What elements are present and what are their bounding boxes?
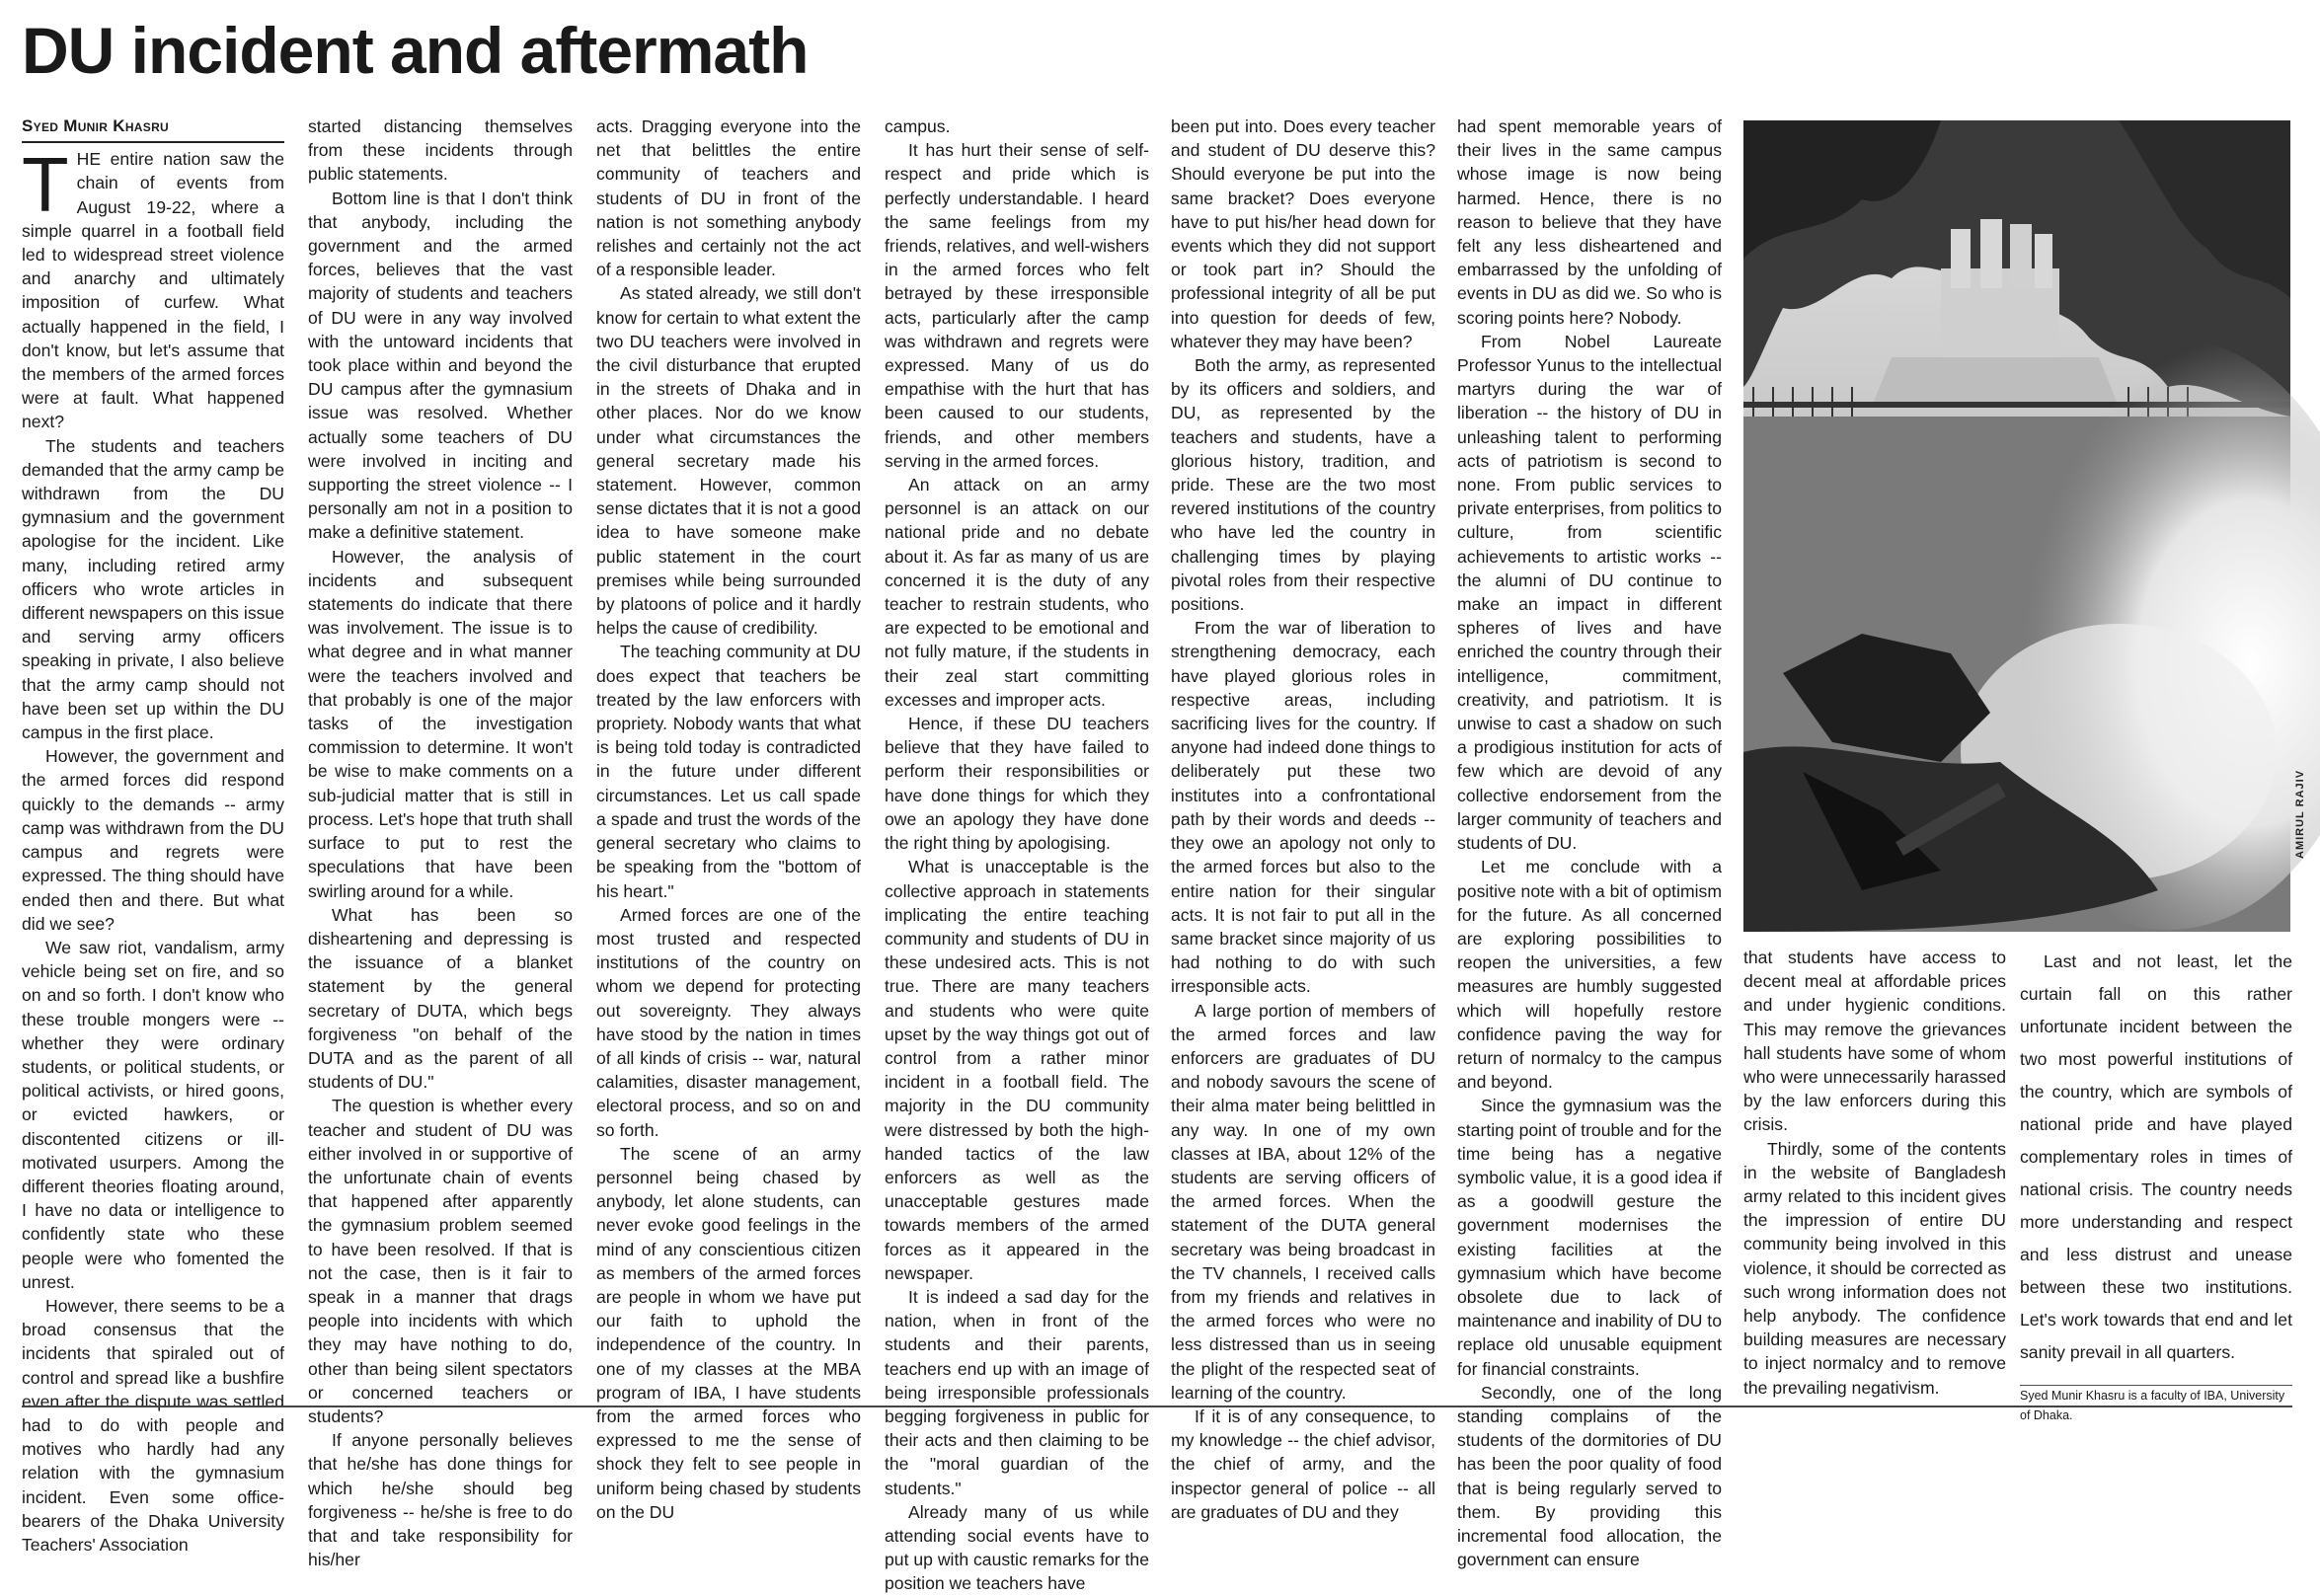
article-column-8	[2020, 946, 2292, 1422]
article-column-3	[596, 114, 861, 1522]
paragraph: Secondly, one of the long standing complains of the students of the dormitories of DU has been the poor quality of food that is being regularly served to them. By providing this incremental food allocation, the government can ensure	[1457, 1382, 1722, 1570]
paragraph: A large portion of members of the armed forces and law enforcers are graduates of DU and nobody savours the scene of their alma mater being belittled in any way. In one of my own classes at IBA, about 12% of the students are serving officers of the armed forces. When the statement of the DUTA general secretary was being broadcast in the TV channels, I received calls from my friends and relatives in the armed forces who were no less distressed than us in seeing the plight of the respected seat of learning of the country.	[1171, 1000, 1435, 1403]
paragraph: Armed forces are one of the most trusted and respected institutions of the country on whom we depend for protecting out sovereignty. They always have stood by the nation in times of all kinds of crisis -- war, natural calamities, disaster management, electoral process, and so on and so forth.	[596, 904, 861, 1140]
paragraph: However, the government and the armed forces did respond quickly to the demands -- army camp was withdrawn from the DU campus and regrets were expressed. The thing should have ended then and there. But what did we see?	[22, 746, 284, 934]
article-column-2	[308, 114, 573, 1570]
paragraph: Let me conclude with a positive note with a bit of optimism for the future. As all concerned are exploring possibilities to reopen the universities, a few measures are humbly suggested which will hopefully restore confidence paving the way for return of normalcy to the campus and beyond.	[1457, 857, 1722, 1093]
drop-cap: T	[22, 141, 69, 229]
paragraph: Bottom line is that I don't think that anybody, including the government and the armed forces, believes that the vast majority of students and teachers of DU were in any way involved with the untoward incidents that took place within and beyond the DU campus after the gymnasium issue was resolved. Whether actually some teachers of DU were involved in inciting and supporting the street violence -- I personally am not in a position to make a definitive statement.	[308, 188, 573, 543]
paragraph: Last and not least, let the curtain fall on this rather unfortunate incident between the two most powerful institutions of the country, which are symbols of national pride and have played complementary roles in times of national crisis. The country needs more understanding and respect and less distrust and unease between these two institutions. Let's work towards that end and let sanity prevail in all quarters.	[2020, 951, 2292, 1362]
author-note: Syed Munir Khasru is a faculty of IBA, University of Dhaka.	[2020, 1389, 2285, 1422]
bottom-rule	[22, 1406, 2292, 1407]
paragraph: The teaching community at DU does expect that teachers be treated by the law enforcers with propriety. Nobody wants that what is being told today is contradicted in the future under different circumstances. Let us call spade a spade and trust the words of the general secretary who claims to be speaking from the "bottom of his heart."	[596, 642, 861, 901]
paragraph: We saw riot, vandalism, army vehicle being set on fire, and so on and so forth. I don't know who these trouble mongers were -- whether they were ordinary students, or political students, or political activists, or hired goons, or evicted hawkers, or discontented citizens or ill-motivated usurpers. Among the different theories floating around, I have no data or intelligence to confidently state who these people were who fomented the unrest.	[22, 937, 284, 1292]
paragraph: However, there seems to be a broad consensus that the incidents that spiraled out of control and spread like a bushfire even after the dispute was settled had to do with people and motives who hardly had any relation with the gymnasium incident. Even some office-bearers of the Dhaka University Teachers' Association	[22, 1295, 284, 1555]
paragraph: It has hurt their sense of self-respect and pride which is perfectly understandable. I heard the same feelings from my friends, relatives, and well-wishers in the armed forces who felt betrayed by these irresponsible acts, particularly after the camp was withdrawn and regrets were expressed. Many of us do empathise with the hurt that has been caused to our students, friends, and other members serving in the armed forces.	[885, 140, 1149, 471]
article-column-6	[1457, 114, 1722, 1570]
article-column-5	[1171, 114, 1435, 1522]
photo-credit: AMIRUL RAJIV	[2294, 769, 2306, 859]
headline: DU incident and aftermath	[22, 14, 809, 87]
paragraph: Both the army, as represented by its officers and soldiers, and DU, as represented by the teachers and students, have a glorious history, tradition, and pride. These are the two most revered institutions of the country who have led the country in challenging times by playing pivotal roles from their respective positions.	[1171, 355, 1435, 615]
article-column-4	[885, 114, 1149, 1594]
paragraph: What is unacceptable is the collective approach in statements implicating the entire teaching community and students of DU in these undesired acts. This is not true. There are many teachers and students who were quite upset by the way things got out of control from a rather minor incident in a football field. The majority in the DU community were distressed by both the high-handed tactics of the law enforcers as well as the unacceptable gestures made towards members of the armed forces as it appeared in the newspaper.	[885, 857, 1149, 1283]
paragraph: It is indeed a sad day for the nation, when in front of the students and their parents, teachers end up with an image of being irresponsible professionals begging forgiveness in public for their acts and then claiming to be the "moral guardian of the students."	[885, 1286, 1149, 1498]
paragraph: If anyone personally believes that he/she has done things for which he/she should beg forgiveness -- he/she is free to do that and take responsibility for his/her	[308, 1430, 573, 1570]
paragraph: As stated already, we still don't know for certain to what extent the two DU teachers were involved in the civil disturbance that erupted in the streets of Dhaka and in other places. Nor do we know under what circumstances the general secretary made his statement. However, common sense dictates that it is not a good idea to have someone make public statement in the court premises while being surrounded by platoons of police and it hardly helps the cause of credibility.	[596, 283, 861, 639]
paragraph: Thirdly, some of the contents in the website of Bangladesh army related to this incident gives the impression of entire DU community being involved in this violence, it should be corrected as such wrong information does not help anybody. The confidence building measures are necessary to inject normalcy and to remove the prevailing negativism.	[1743, 1138, 2007, 1398]
news-photo	[1743, 120, 2290, 932]
paragraph: been put into. Does every teacher and student of DU deserve this? Should everyone be put into the same bracket? Does everyone have to put his/her head down for events which they did not support or took part in? Should the professional integrity of all be put into question for deeds of few, whatever they may have been?	[1171, 116, 1435, 351]
paragraph: that students have access to decent meal at affordable prices and under hygienic conditions. This may remove the grievances hall students have some of whom who were unnecessarily harassed by the law enforcers during this crisis.	[1743, 948, 2006, 1135]
lead-paragraph: THE entire nation saw the chain of events from August 19-22, where a simple quarrel in a football field led to widespread street violence and anarchy and ultimately imposition of curfew. What actually happened in the field, I don't know, but let's assume that the members of the armed forces were at fault. What happened next?	[22, 141, 284, 432]
paragraph: Hence, if these DU teachers believe that they have failed to perform their responsibilities or have done things for which they owe an apology they have done the right thing by apologising.	[885, 714, 1149, 854]
paragraph: From the war of liberation to strengthening democracy, each have played glorious roles in respective areas, including sacrificing lives for the country. If anyone had indeed done things to deliberately put these two institutes into a confrontational path by their words and deeds -- they owe an apology not only to the armed forces but also to the entire nation for their singular acts. It is not fair to put all in the same bracket since majority of us had nothing to do with such irresponsible acts.	[1171, 618, 1435, 997]
paragraph: The students and teachers demanded that the army camp be withdrawn from the DU gymnasium and the government apologise for the incident. Like many, including retired army officers who wrote articles in different newspapers on this issue and serving army officers speaking in private, I also believe that the army camp should not have been set up within the DU campus in the first place.	[22, 435, 284, 743]
article-column-7	[1743, 946, 2006, 1402]
paragraph: What has been so disheartening and depressing is the issuance of a blanket statement by the general secretary of DUTA, which begs forgiveness "on behalf of the DUTA and as the parent of all students of DU."	[308, 904, 573, 1093]
article-column-1	[22, 114, 284, 1555]
burning-debris-photo	[1743, 120, 2290, 932]
paragraph: Since the gymnasium was the starting point of trouble and for the time being has a negative symbolic value, it is a good idea if as a goodwill gesture the government modernises the existing facilities at the gymnasium which have become obsolete due to lack of maintenance and inability of DU to replace old unusable equipment for financial constraints.	[1457, 1096, 1722, 1379]
paragraph: acts. Dragging everyone into the net that belittles the entire community of teachers and students of DU in front of the nation is not something anybody relishes and certainly not the act of a responsible leader.	[596, 116, 861, 280]
paragraph: campus.	[885, 116, 951, 136]
paragraph: An attack on an army personnel is an attack on our national pride and no debate about it. As far as many of us are concerned it is the duty of any teacher to restrain students, who are expected to be emotional and not fully mature, if the students in their zeal start committing excesses and improper acts.	[885, 475, 1149, 710]
paragraph: However, the analysis of incidents and subsequent statements do indicate that there was involvement. The issue is to what degree and in what manner were the teachers involved and that probably is one of the major tasks of the investigation commission to determine. It won't be wise to make comments on a sub-judicial matter that is still in process. Let's hope that truth shall surface to put to rest the speculations that have been swirling around for a while.	[308, 546, 573, 901]
paragraph: From Nobel Laureate Professor Yunus to the intellectual martyrs during the war of liberation -- the history of DU in unleashing talent to performing acts of patriotism is second to none. From public services to private enterprises, from politics to culture, from scientific achievements to artistic works -- the alumni of DU continue to make an impact in different spheres of lives and have enriched the country through their intelligence, commitment, creativity, and patriotism. It is unwise to cast a shadow on such a prodigious institution for acts of few which are devoid of any collective endorsement from the larger community of teachers and students of DU.	[1457, 331, 1722, 854]
paragraph: had spent memorable years of their lives in the same campus whose image is now being harmed. Hence, there is no reason to believe that they have felt any less disheartened and embarrassed by the unfolding of events in DU as did we. So who is scoring points here? Nobody.	[1457, 116, 1722, 328]
paragraph: The scene of an army personnel being chased by anybody, let alone students, can never evoke good feelings in the mind of any conscientious citizen as members of the armed forces are people in whom we have put our faith to uphold the independence of the country. In one of my classes at the MBA program of IBA, I have students from the armed forces who expressed to me the sense of shock they felt to see people in uniform being chased by students on the DU	[596, 1143, 861, 1522]
paragraph: If it is of any consequence, to my knowledge -- the chief advisor, the chief of army, and the inspector general of police -- all are graduates of DU and they	[1171, 1406, 1435, 1522]
byline: Syed Munir Khasru	[22, 114, 284, 143]
paragraph: Already many of us while attending social events have to put up with caustic remarks for the position we teachers have	[885, 1501, 1149, 1594]
paragraph: started distancing themselves from these incidents through public statements.	[308, 116, 573, 185]
paragraph: The question is whether every teacher and student of DU was either involved in or supportive of the unfortunate chain of events that happened after apparently the gymnasium problem seemed to have been resolved. If that is not the case, then is it fair to speak in a manner that drags people into incidents with which they may have nothing to do, other than being silent spectators or concerned teachers or students?	[308, 1096, 573, 1426]
